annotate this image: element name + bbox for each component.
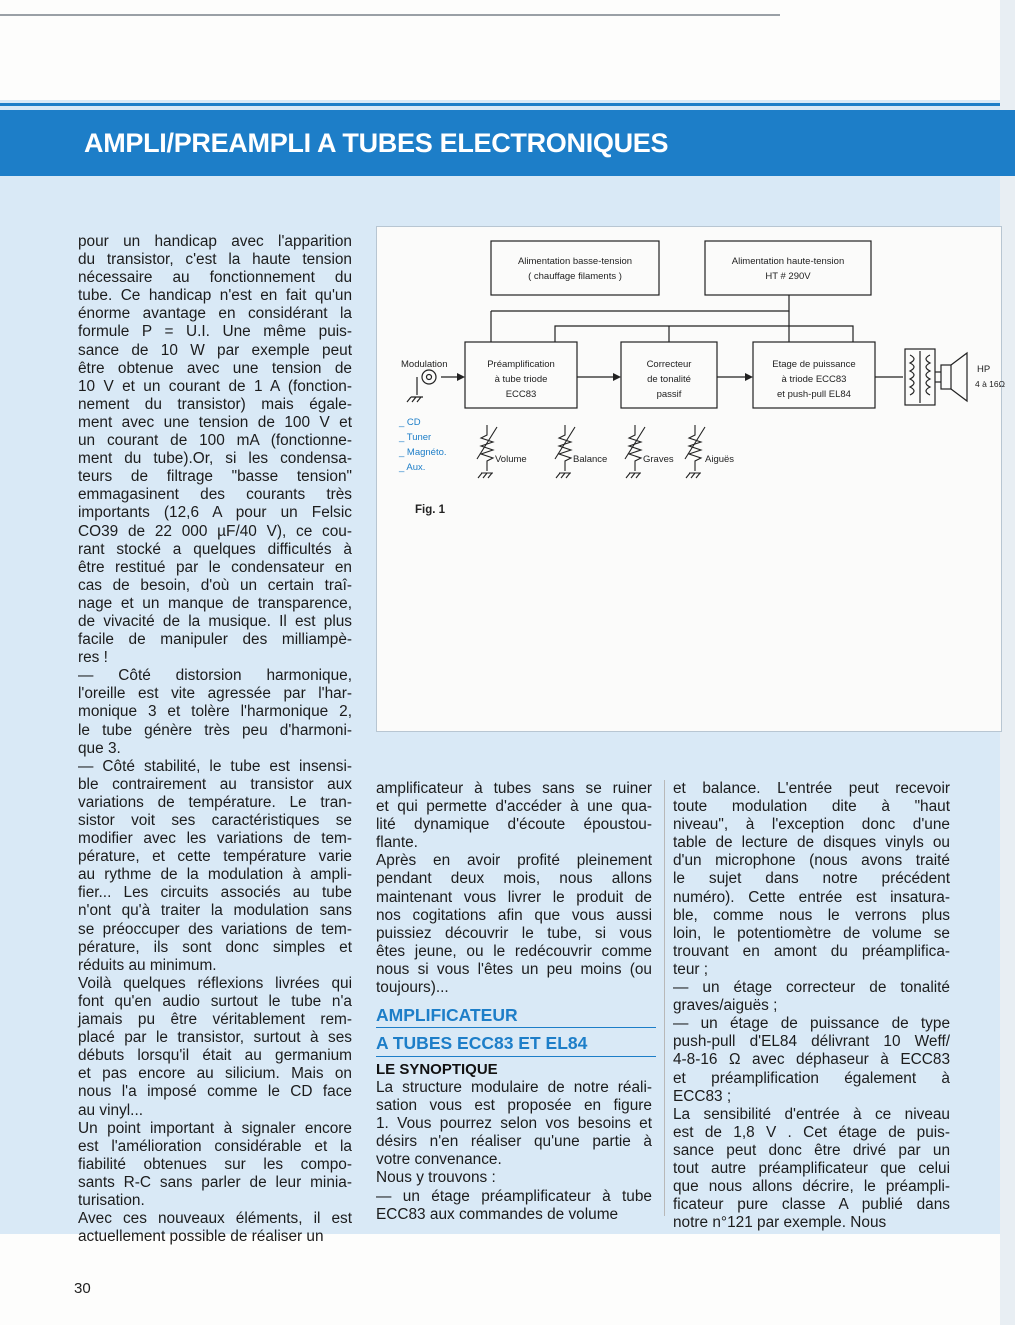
label-hp-impedance: 4 à 16Ω (975, 379, 1005, 389)
text-line: sance peut donc être drivé par un (673, 1141, 950, 1159)
top-rule (0, 14, 780, 16)
text-line: se préoccuper des variations de tem- (78, 920, 352, 938)
text-line: toujours)... (376, 979, 449, 997)
text-line: importants (12,6 A pour un Felsic (78, 504, 352, 522)
page-number: 30 (74, 1280, 91, 1297)
text-line: pérature, ils sont donc simples et (78, 938, 352, 956)
block-tone-line1: Correcteur (646, 359, 692, 370)
text-line: fiabilité obtenues sur les compo- (78, 1155, 352, 1173)
text-line: être obtenue avec une tension de (78, 359, 352, 377)
text-line: fier... Les circuits associés au tube (78, 884, 352, 902)
text-line: et balance. L'entrée peut recevoir (673, 780, 950, 797)
text-line: turisation. (78, 1191, 145, 1209)
wire-ht-bus (555, 326, 853, 342)
figure-caption: Fig. 1 (415, 504, 446, 516)
block-preamp-line2: à tube triode (494, 374, 548, 385)
text-line: au rythme de la modulation à ampli- (78, 866, 352, 884)
text-line: nous l'a imposé comme le CD face (78, 1083, 352, 1101)
text-line: débuts lorsqu'il était au germanium (78, 1047, 352, 1065)
text-line: cas de besoin, d'où un certain traî- (78, 576, 352, 594)
text-line: sance de 10 W par exemple peut (78, 341, 352, 359)
text-line: — un étage préamplificateur à tube (376, 1187, 652, 1205)
text-line: monique 3 et tolère l'harmonique 2, (78, 703, 352, 721)
text-line: ble contrairement au transistor aux (78, 775, 352, 793)
text-line: tube. Ce handicap n'est en fait qu'un (78, 287, 352, 305)
text-line: du transistor, c'est la haute tension (78, 251, 352, 269)
text-line: est de 1,8 V . Cet étage de puis- (673, 1123, 950, 1141)
source-aux: _ Aux. (399, 462, 426, 473)
text-line: teurs de filtrage "basse tension" (78, 468, 352, 486)
arrow-preamp-tone (613, 373, 621, 381)
block-power-line2: à triode ECC83 (781, 374, 847, 385)
text-line: pérature, et cette température varie (78, 848, 352, 866)
block-alim-ht-line2: HT # 290V (765, 271, 811, 282)
text-line: votre convenance. (376, 1151, 502, 1169)
text-line: — un étage de puissance de type (673, 1015, 950, 1033)
text-line: que 3. (78, 739, 121, 757)
block-alim-bt-line2: ( chauffage filaments ) (528, 271, 622, 282)
text-line: pour un handicap avec l'apparition (78, 233, 352, 250)
text-line: numéro). Cette entrée est insatura- (673, 888, 950, 906)
text-line: lité dynamique d'écoute époustou- (376, 816, 652, 834)
subsection-heading: LE SYNOPTIQUE (376, 1061, 498, 1078)
text-line: amplificateur à tubes sans se ruiner (376, 780, 652, 797)
rca-input-jack (422, 370, 436, 384)
block-preamp-line3: ECC83 (505, 389, 537, 400)
text-line: l'oreille est vite agressée par l'har- (78, 685, 352, 703)
text-line: sation vous est proposée en figure (376, 1097, 652, 1115)
text-line: emmagasinent des courants très (78, 486, 352, 504)
text-line: sants R-C sans parler de leur minia- (78, 1173, 352, 1191)
source-magneto: _ Magnéto. (399, 447, 447, 458)
graves-potentiometer (625, 425, 645, 478)
text-line: 1. Vous pourrez selon vos besoins et (376, 1115, 652, 1133)
section-heading-line1: AMPLIFICATEUR (376, 1005, 518, 1025)
text-line: nement du transistor) mais égale- (78, 395, 352, 413)
text-line: n'ont qu'à traiter la modulation sans (78, 902, 352, 920)
text-line: La sensibilité d'entrée à ce niveau (673, 1105, 950, 1123)
text-line: ment avec une tension de 100 V et (78, 413, 352, 431)
section-heading-line2: A TUBES ECC83 ET EL84 (376, 1033, 588, 1053)
text-line: Voilà quelques réflexions livrées qui (78, 974, 352, 992)
ground-symbol-input (407, 397, 423, 402)
balance-potentiometer (555, 425, 575, 478)
text-line: formule P = U.I. Une même puis- (78, 323, 352, 341)
wire-bt-bus (491, 295, 789, 311)
text-line: res ! (78, 649, 108, 667)
text-line: nécessaire au fonctionnement du (78, 269, 352, 287)
label-aigues: Aiguës (705, 454, 735, 465)
text-line: La structure modulaire de notre réali- (376, 1079, 652, 1096)
text-line: pendant deux mois, nous allons (376, 870, 652, 888)
block-alim-haute-tension (705, 241, 871, 295)
block-tone-line2: de tonalité (647, 374, 691, 385)
text-line: Nous y trouvons : (376, 1169, 496, 1187)
text-line: push-pull d'EL84 délivrant 10 Weff/ (673, 1033, 950, 1051)
text-line: ECC83 aux commandes de volume (376, 1205, 619, 1223)
text-line: table de lecture de disques vinyls ou (673, 834, 950, 852)
text-column-middle-top (376, 780, 652, 997)
block-alim-bt-line1: Alimentation basse-tension (517, 256, 633, 267)
text-line: désirs n'en réaliser qu'une partie à (376, 1133, 652, 1151)
arrow-input (457, 373, 465, 381)
label-volume: Volume (495, 454, 527, 465)
block-preamp-line1: Préamplification (487, 359, 555, 370)
text-line: que nous allons décrire, le préampli- (673, 1178, 950, 1196)
text-line: — Côté distorsion harmonique, (78, 667, 352, 685)
text-line: tout autre préamplificateur que celui (673, 1159, 950, 1177)
text-line: facile de manipuler des milliampè- (78, 631, 352, 649)
text-line: puissiez découvrir le tube, si vous (376, 924, 652, 942)
text-line: d'un microphone (nous avons traité (673, 852, 950, 870)
text-line: CO39 de 22 000 µF/40 V), ce cou- (78, 522, 352, 540)
label-balance: Balance (573, 454, 608, 465)
text-line: nous si vous l'êtes un peu moins (ou (376, 960, 652, 978)
text-line: et qui permette d'accéder à une qua- (376, 798, 652, 816)
text-line: est l'amélioration considérable et la (78, 1137, 352, 1155)
transformer-primary-coil (910, 355, 914, 395)
text-line: sistor voit ses caractéristiques se (78, 812, 352, 829)
text-line: placé par le transistor, surtout à ses (78, 1029, 352, 1047)
text-line: — Côté stabilité, le tube est insensi- (78, 757, 352, 775)
text-line: 10 V et un courant de 1 A (fonction- (78, 377, 352, 395)
text-line: et préamplification également à (673, 1069, 950, 1087)
text-line: 4-8-16 Ω avec déphaseur à ECC83 (673, 1051, 950, 1069)
text-line: ficateur pure classe A publié dans (673, 1196, 950, 1214)
text-line: ECC83 ; (673, 1087, 732, 1105)
label-graves: Graves (643, 454, 674, 465)
text-line: Un point important à signaler encore (78, 1119, 352, 1137)
header-stripe (0, 103, 1000, 106)
text-line: maintenant vous livrer le produit de (376, 888, 652, 906)
speaker-magnet (941, 365, 951, 389)
section-heading-rule-1 (376, 1027, 656, 1028)
text-line: nos cogitations afin que vous aussi (376, 906, 652, 924)
next-page-edge (1000, 0, 1015, 1325)
text-line: ment du tube).Or, si les condensa- (78, 450, 352, 468)
text-line: Avec ces nouveaux éléments, il est (78, 1210, 352, 1228)
rca-input-jack-center (427, 375, 432, 380)
text-line: niveau", à l'exception donc d'une (673, 816, 950, 834)
section-heading-rule-2 (376, 1056, 656, 1057)
text-line: énorme avantage en considérant la (78, 305, 352, 323)
text-line: nage et un manque de transparence, (78, 594, 352, 612)
text-line: ble, comme nous le verrons plus (673, 906, 950, 924)
text-column-right (673, 780, 950, 1232)
text-line: un courant de 100 mA (fonctionne- (78, 432, 352, 450)
text-line: réduits au minimum. (78, 956, 217, 974)
text-line: jamais pu être véritablement rem- (78, 1011, 352, 1029)
aigues-potentiometer (685, 425, 705, 478)
text-column-left (78, 233, 352, 1246)
text-line: êtes jeune, ou le redécouvrir comme (376, 942, 652, 960)
next-page-edge-band (1000, 110, 1015, 176)
text-line: rant stocké a quelques difficultés à (78, 540, 352, 558)
column-divider (664, 780, 665, 1216)
text-line: graves/aiguës ; (673, 997, 778, 1015)
text-line: teur ; (673, 960, 709, 978)
text-line: Après en avoir profité pleinement (376, 852, 652, 870)
text-line: notre n°121 par exemple. Nous (673, 1214, 887, 1232)
text-line: au vinyl... (78, 1101, 144, 1119)
article-title: AMPLI/PREAMPLI A TUBES ELECTRONIQUES (84, 128, 669, 158)
source-tuner: _ Tuner (399, 432, 432, 443)
text-line: être restitué par le condensateur en (78, 558, 352, 576)
text-column-middle-bottom (376, 1079, 652, 1224)
block-alim-ht-line1: Alimentation haute-tension (731, 256, 845, 267)
figure-1 (376, 226, 1005, 732)
text-line: flante. (376, 834, 418, 852)
source-cd: _ CD (399, 417, 421, 428)
text-line: modifier avec les variations de tem- (78, 830, 352, 848)
text-line: trouvant en amont du préamplifica- (673, 942, 950, 960)
speaker-cone (951, 353, 967, 401)
text-line: — un étage correcteur de tonalité (673, 979, 950, 997)
text-line: toute modulation dite à "haut (673, 798, 950, 816)
text-line: le sujet dans notre précédent (673, 870, 950, 888)
text-line: de vivacité de la musique. Il est plus (78, 612, 352, 630)
label-modulation: Modulation (401, 359, 448, 370)
text-line: et pas encore au silicium. Mais on (78, 1065, 352, 1083)
block-alim-basse-tension (491, 241, 659, 295)
text-line: variations de température. Le tran- (78, 793, 352, 811)
block-power-line1: Etage de puissance (772, 359, 856, 370)
text-line: font qu'en audio surtout le tube n'a (78, 992, 352, 1010)
text-line: loin, le potentiomètre de volume se (673, 924, 950, 942)
volume-potentiometer (477, 425, 497, 478)
block-tone-line3: passif (656, 389, 682, 400)
label-hp: HP (977, 364, 991, 375)
block-power-line3: et push-pull EL84 (777, 389, 851, 400)
text-line: le tube génère très peu d'harmoni- (78, 721, 352, 739)
transformer-secondary-coil (926, 355, 930, 395)
arrow-tone-power (745, 373, 753, 381)
text-line: actuellement possible de réaliser un (78, 1228, 324, 1246)
